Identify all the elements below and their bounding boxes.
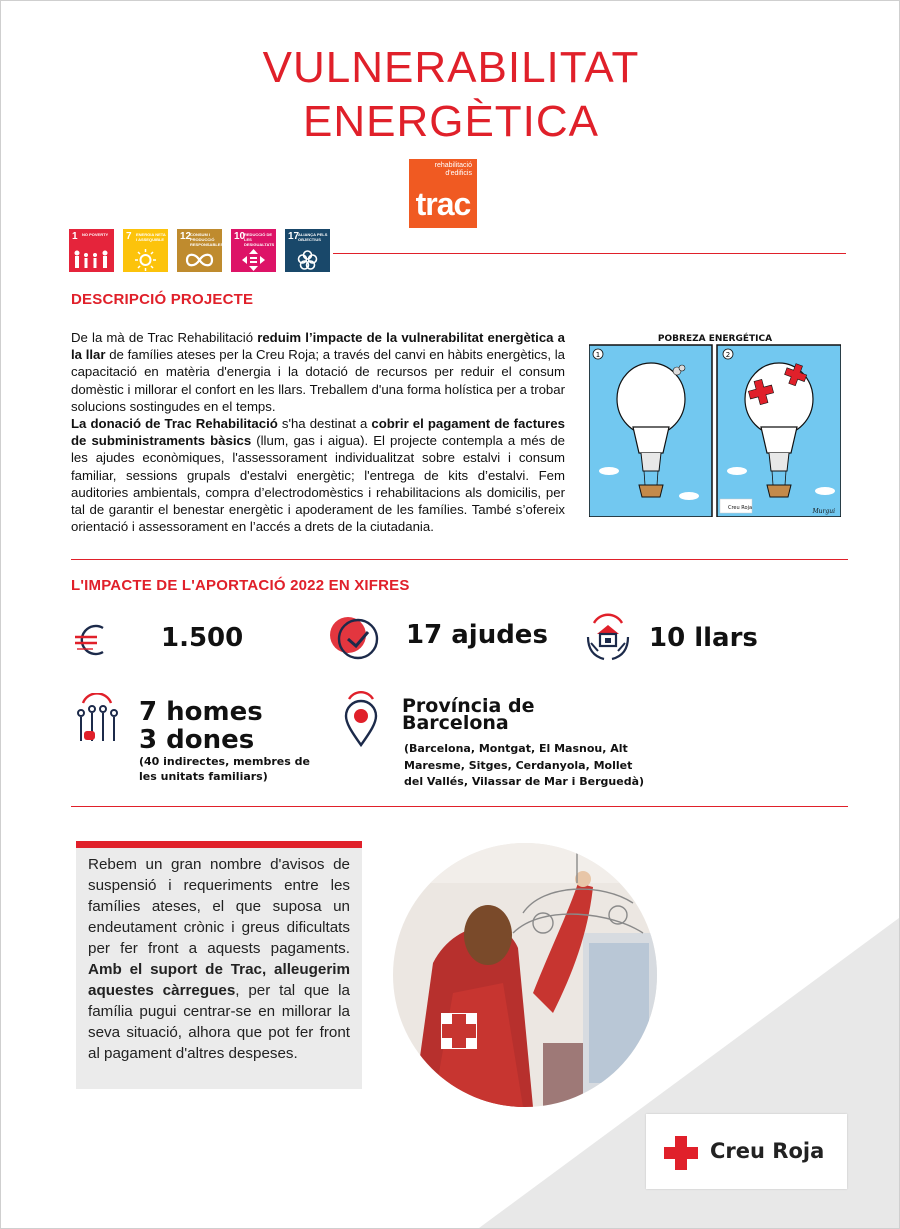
panel-number: 2 xyxy=(725,351,731,359)
divider xyxy=(71,559,848,560)
red-cross-icon xyxy=(664,1136,698,1170)
desc-text: De la mà de Trac Rehabilitació xyxy=(71,330,258,345)
infinity-icon xyxy=(177,247,222,271)
comic-title: POBREZA ENERGÉTICA xyxy=(657,334,773,344)
desc-highlight: reduim l’impacte de la vulnerabilitat energètica a la llar xyxy=(71,330,566,363)
sdg-number: 17 xyxy=(288,231,300,242)
euro-icon xyxy=(71,619,113,661)
desc-text: (llum, gas i aigua). El projecte contempla a més de les ajudes econòmiques, l'assessorament individualitzat sobre estalvi i consum familiar, sessions grupals d'estalvi energètic; l'entrega de kits d’estalvi. Fem auditories ambientals, compra d’electrodomèstics i rehabilitacions als domicilis, per tal de garantir el benestar energètic i apoderament de les famílies. També s’ofereix orientació i assessorament en l’accés a drets de la ciutadania. xyxy=(71,433,565,535)
stat-homes: 10 llars xyxy=(649,623,758,653)
creu-roja-logo xyxy=(646,1114,847,1189)
sdg-17-icon xyxy=(285,229,330,272)
sdg-label: ALIANÇA PELS OBJECTIUS xyxy=(298,232,328,242)
sdg-label: REDUCCIÓ DE LES DESIGUALTATS xyxy=(244,232,275,247)
page-title xyxy=(1,41,900,149)
sdg-number: 10 xyxy=(234,231,246,242)
creu-roja-wordmark: Creu Roja xyxy=(710,1139,825,1163)
quote-highlight: Amb el suport de Trac, alleugerim aquestes càrregues xyxy=(88,961,350,999)
desc-highlight: La donació de Trac Rehabilitació xyxy=(71,416,278,432)
volunteer-photo xyxy=(393,843,657,1107)
sdg-number: 1 xyxy=(72,231,78,242)
stat-people-note: (40 indirectes, membres de les unitats familiars) xyxy=(139,755,310,783)
stat-amount: 1.500 xyxy=(161,623,244,653)
sdg-1-icon xyxy=(69,229,114,272)
divider xyxy=(71,806,848,807)
desc-highlight: cobrir el pagament de factures de subministraments bàsics xyxy=(71,416,565,449)
quote-text: , per tal que la família pugui centrar-se en millorar la seva situació, alhora que pot fer front al pagament d'altres despeses. xyxy=(88,982,350,1062)
people-group-icon xyxy=(73,693,121,745)
sdg-7-icon xyxy=(123,229,168,272)
sun-icon xyxy=(123,247,168,271)
title-line-1: VULNERABILITAT xyxy=(262,43,640,92)
sdg-12-icon xyxy=(177,229,222,272)
stat-women: 3 dones xyxy=(139,725,255,755)
trac-logo xyxy=(409,159,477,228)
people-icon xyxy=(69,247,114,271)
energy-poverty-comic xyxy=(589,331,841,517)
quote-box xyxy=(76,848,362,1089)
stat-province-line-2: Barcelona xyxy=(402,712,509,734)
quote-accent-bar xyxy=(76,841,362,848)
panel-number: 1 xyxy=(595,351,601,359)
trac-logo-wordmark: trac xyxy=(415,186,471,222)
check-circle-icon xyxy=(328,615,380,661)
house-hands-icon xyxy=(585,613,631,663)
sdg-label: CONSUM I PRODUCCIÓ RESPONSABLES xyxy=(190,232,224,247)
equality-icon xyxy=(231,247,276,271)
stat-province-line-1: Província de xyxy=(402,695,535,717)
trac-logo-subtitle-line-2: d'edificis xyxy=(445,170,472,177)
sdg-number: 12 xyxy=(180,231,192,242)
description-text xyxy=(71,329,565,535)
stat-aids: 17 ajudes xyxy=(406,620,548,650)
desc-text: s'ha destinat a xyxy=(277,416,372,432)
sdg-icons xyxy=(69,229,330,272)
sdg-10-icon xyxy=(231,229,276,272)
divider xyxy=(333,253,846,254)
description-heading: DESCRIPCIÓ PROJECTE xyxy=(71,291,254,308)
stat-province-note: (Barcelona, Montgat, El Masnou, Alt Maresme, Sitges, Cerdanyola, Mollet del Vallés, Vilassar de Mar i Berguedà) xyxy=(404,742,645,788)
comic-signature: Murgui xyxy=(812,508,835,515)
flower-icon xyxy=(285,247,330,271)
trac-logo-subtitle xyxy=(409,162,477,178)
title-line-2: ENERGÈTICA xyxy=(302,97,600,146)
stat-men: 7 homes xyxy=(139,697,263,727)
stat-province xyxy=(402,695,535,734)
impact-heading: L'IMPACTE DE L'APORTACIÓ 2022 EN XIFRES xyxy=(71,577,410,594)
comic-brand: Creu Roja xyxy=(728,505,753,511)
location-pin-icon xyxy=(341,691,381,747)
sdg-number: 7 xyxy=(126,231,132,242)
desc-text: de famílies ateses per la Creu Roja; a través del canvi en hàbits energètics, la capacitació en matèria d'energia i la dotació de recursos per reduir el consum domèstic i millorar el confort en les llars. Treballem d'una forma holística per a trobar solucions sostingudes en el temps. xyxy=(71,347,565,414)
sdg-label: NO POVERTY xyxy=(82,232,109,237)
sdg-label: ENERGIA NETA I ASSEQUIBLE xyxy=(136,232,166,242)
quote-text: Rebem un gran nombre d'avisos de suspensió i requeriments entre les famílies ateses, el que suposa un endeutament crònic i greus dificultats per fer front a aquests pagaments. xyxy=(88,856,350,957)
trac-logo-subtitle-line-1: rehabilitació xyxy=(434,162,472,169)
